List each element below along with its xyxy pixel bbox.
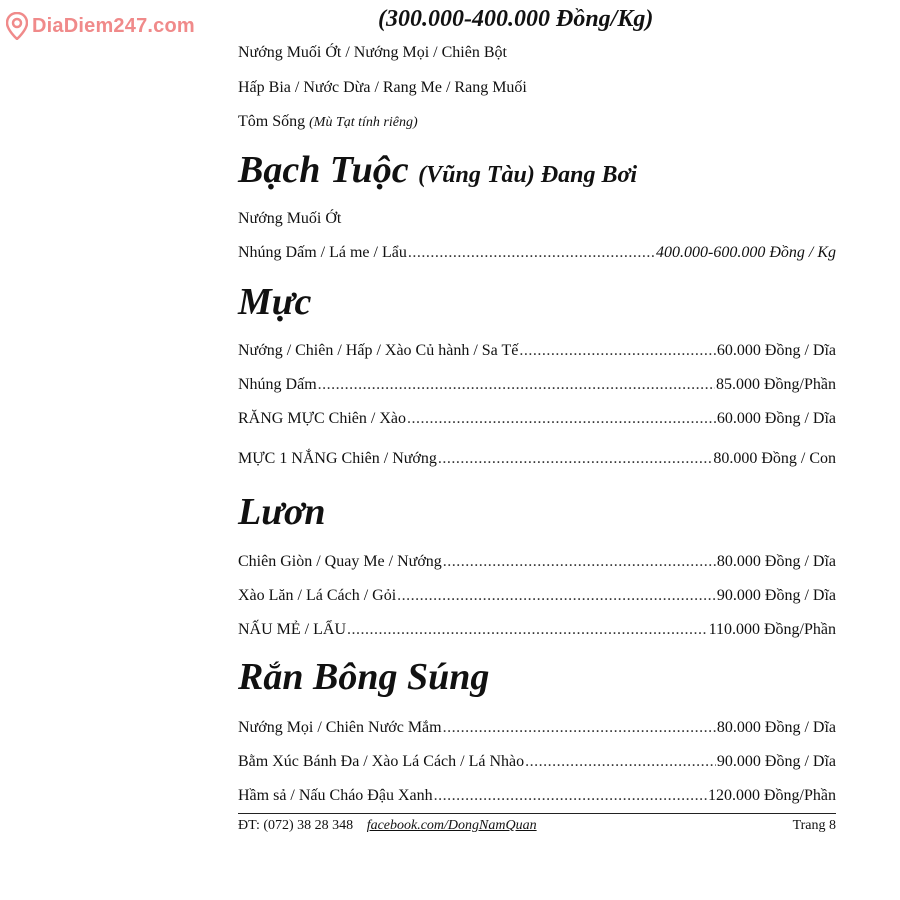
item-name: Nướng / Chiên / Hấp / Xào Củ hành / Sa Tế [238,342,519,359]
menu-item [238,376,836,394]
menu-item [238,210,836,228]
item-price: 80.000 Đồng / Dĩa [716,719,836,736]
item-name: Nhúng Dấm / Lá me / Lẩu [238,244,407,261]
item-price: 60.000 Đồng / Dĩa [716,342,836,359]
watermark-logo [6,12,195,40]
section-title: Lươn [238,491,326,533]
footer-divider [238,813,836,814]
leader-dots [438,450,712,468]
item-price: 85.000 Đồng/Phần [716,376,836,393]
menu-item [238,553,836,571]
watermark-text: DiaDiem247.com [32,14,195,37]
footer-facebook-link[interactable]: facebook.com/DongNamQuan [366,818,537,833]
section-subtitle: (Vũng Tàu) Đang Bơi [418,162,638,188]
item-name: Chiên Giòn / Quay Me / Nướng [238,553,442,570]
section-heading-luon [238,490,326,534]
leader-dots [525,753,716,771]
footer-phone: ĐT: (072) 38 28 348 [238,818,354,833]
menu-item [238,44,836,62]
section-heading-muc [238,280,311,324]
item-name: Bằm Xúc Bánh Đa / Xào Lá Cách / Lá Nhào [238,753,525,770]
item-price: 60.000 Đồng / Dĩa [716,410,836,427]
menu-item [238,342,836,360]
page-number: Trang 8 [792,818,836,833]
item-price: 120.000 Đồng/Phần [708,787,836,804]
footer-contact [238,818,537,834]
item-name: Nướng Muối Ớt [238,210,342,227]
leader-dots [318,376,715,394]
section-title: Mực [238,281,312,323]
item-name: Nướng Mọi / Chiên Nước Mắm [238,719,442,736]
item-price: 400.000-600.000 Đồng / Kg [656,244,836,261]
item-name: NẤU MẺ / LẨU [238,621,346,638]
menu-item [238,450,836,468]
item-price: 110.000 Đồng/Phần [708,621,836,638]
item-name: Nhúng Dấm [238,376,317,393]
item-price: 80.000 Đồng / Con [713,450,836,467]
section-title: Rắn Bông Súng [238,656,490,698]
section-title: Bạch Tuộc [238,149,409,191]
leader-dots [408,244,655,262]
menu-item [238,244,836,262]
leader-dots [443,719,716,737]
leader-dots [443,553,716,571]
item-name: Hấp Bia / Nước Dừa / Rang Me / Rang Muối [238,79,527,96]
location-pin-icon [6,12,28,40]
item-price: 90.000 Đồng / Dĩa [716,587,836,604]
item-note: (Mù Tạt tính riêng) [309,115,418,130]
leader-dots [347,621,708,639]
menu-item [238,113,836,131]
item-price: 80.000 Đồng / Dĩa [716,553,836,570]
price-header: (300.000-400.000 Đồng/Kg) [378,6,654,32]
menu-item [238,719,836,737]
leader-dots [519,342,716,360]
menu-item [238,621,836,639]
item-price: 90.000 Đồng / Dĩa [716,753,836,770]
section-heading-bach-tuoc [238,148,637,192]
leader-dots [397,587,716,605]
item-name: Xào Lăn / Lá Cách / Gỏi [238,587,397,604]
leader-dots [407,410,716,428]
item-name: Tôm Sống [238,113,306,130]
menu-item [238,753,836,771]
item-name: Hầm sả / Nấu Cháo Đậu Xanh [238,787,433,804]
item-name: MỰC 1 NẮNG Chiên / Nướng [238,450,437,467]
menu-item [238,587,836,605]
leader-dots [434,787,707,805]
section-heading-ran-bong-sung [238,655,489,699]
menu-item [238,787,836,805]
menu-item [238,410,836,428]
item-name: Nướng Muối Ớt / Nướng Mọi / Chiên Bột [238,44,507,61]
menu-item [238,79,836,97]
page-footer [238,818,836,834]
item-name: RĂNG MỰC Chiên / Xào [238,410,406,427]
